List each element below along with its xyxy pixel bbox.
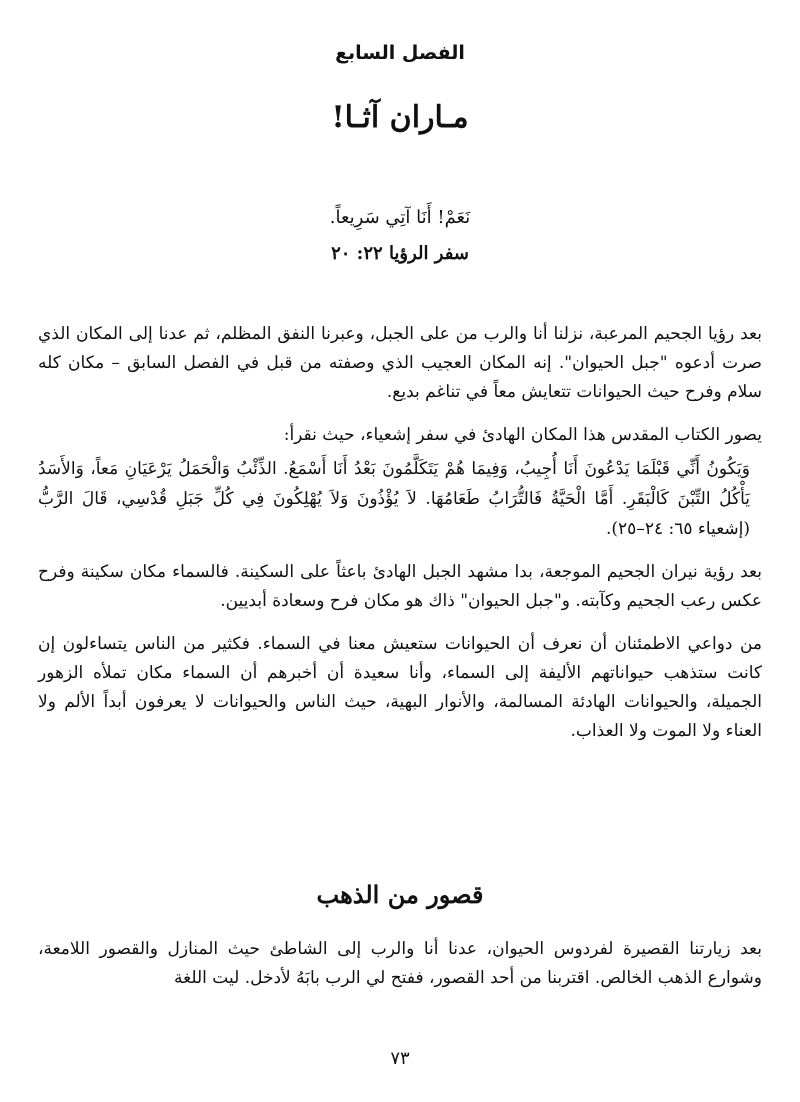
epigraph-verse: نَعَمْ! أَنَا آتِي سَرِيعاً. [329,207,471,228]
section-heading: قصور من الذهب [316,880,484,909]
paragraph-1: بعد رؤيا الجحيم المرعبة، نزلنا أنا والرب من على الجبل، وعبرنا النفق المظلم، ثم عدنا إلى المكان الذي صرت أدعوه "جبل الحيوان". إنه المكان العجيب الذي وصفته من قبل في الفصل السابق – مكان كله سلام وفرح حيث الحيوانات تتعايش معاً في تناغم بديع. [38,324,762,402]
paragraph-4: من دواعي الاطمئنان أن نعرف أن الحيوانات ستعيش معنا في السماء. فكثير من الناس يتساءلون إن كانت ستذهب حيواناتهم الأليفة إلى السماء، وأنا سعيدة أن أخبرهم أن السماء مكان تملأه الزهور الجميلة، والحيوانات الهادئة المسالمة، والأنوار البهية، حيث الناس والحيوانات لا يعرفون أبداً الألم ولا العناء ولا الموت ولا العذاب. [38,634,762,741]
paragraph-3: بعد رؤية نيران الجحيم الموجعة، بدا مشهد الجبل الهادئ باعثاً على السكينة. فالسماء مكان سكينة وفرح عكس رعب الجحيم وكآبته. و"جبل الحيوان" ذاك هو مكان فرح وسعادة أبديين. [38,562,762,611]
paragraph-2: يصور الكتاب المقدس هذا المكان الهادئ في سفر إشعياء، حيث نقرأ: [283,425,762,445]
chapter-body [38,320,762,760]
page-number: ٧٣ [390,1048,410,1069]
section-body [38,935,762,993]
chapter-label: الفصل السابع [335,42,465,64]
book-page [38,0,762,1102]
epigraph-reference: سفر الرؤيا ٢٢: ٢٠ [331,243,469,264]
epigraph [38,200,762,272]
section-paragraph-1: بعد زيارتنا القصيرة لفردوس الحيوان، عدنا أنا والرب إلى الشاطئ حيث المنازل والقصور اللامعة، وشوارع الذهب الخالص. اقتربنا من أحد القصور، ففتح لي الرب بابَهُ لأدخل. ليت اللغة [38,939,762,988]
chapter-title: مـاران آثـا! [331,100,469,135]
scripture-quote: وَيَكُونُ أَنِّي قَبْلَمَا يَدْعُونَ أَنَا أُجِيبُ، وَفِيمَا هُمْ يَتَكَلَّمُونَ بَعْدُ أَنَا أَسْمَعُ. الذِّئْبُ وَالْحَمَلُ يَرْعَيَانِ مَعاً، وَالأَسَدُ يَأْكُلُ التِّبْنَ كَالْبَقَرِ. أَمَّا الْحَيَّةُ فَالتُّرَابُ طَعَامُهَا. لاَ يُؤْذُونَ وَلاَ يُهْلِكُونَ فِي كُلِّ جَبَلِ قُدْسِي، قَالَ الرَّبُّ (إشعياء ٦٥: ٢٤–٢٥). [38,459,750,539]
